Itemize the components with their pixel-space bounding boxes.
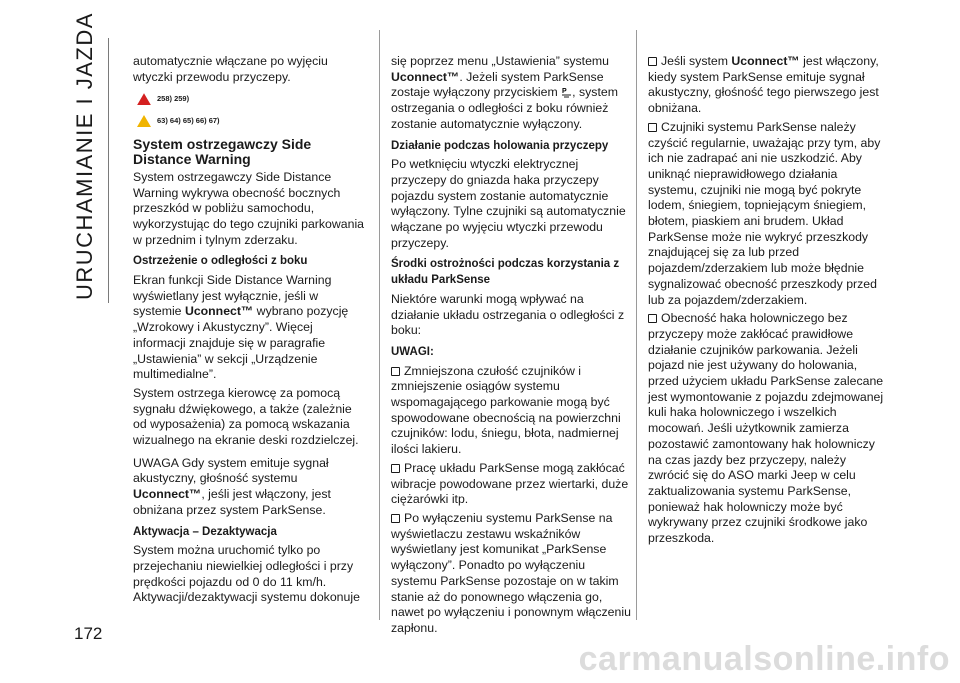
book-icon bbox=[391, 514, 400, 523]
book-icon bbox=[648, 57, 657, 66]
subsection-heading: Ostrzeżenie o odległości z boku bbox=[133, 255, 308, 268]
paragraph: UWAGA Gdy system emituje sygnał akustyczny, głośność systemu Uconnect™, jeśli jest włączony, jest obniżana przez system ParkSense. bbox=[133, 455, 331, 517]
subsection-heading: Aktywacja – Dezaktywacja bbox=[133, 525, 277, 538]
book-icon bbox=[648, 123, 657, 132]
paragraph: System można uruchomić tylko po przejechaniu niewielkiej odległości i przy prędkości pojazdu od 0 do 11 km/h. Aktywacji/dezaktywacji systemu dokonuje bbox=[133, 543, 360, 605]
svg-text:P: P bbox=[562, 88, 567, 96]
section-title-vertical: URUCHAMIANIE I JAZDA bbox=[72, 12, 97, 300]
subsection-heading: Działanie podczas holowania przyczepy bbox=[391, 139, 609, 152]
note-item: Obecność haka holowniczego bez przyczepy może zakłócać prawidłowe działanie czujników parkowania. Jeżeli pojazd nie jest używany do holowania, przed użyciem układu ParkSense zalecane jest wymontowanie z pojazdu zdejmowanej kuli haka holowniczego i wszelkich mocowań. Jeśli użytkownik zamierza pozostawić zamontowany hak holowniczy na czas jazdy bez przyczepy, należy zwrócić się do ASO marki Jeep w celu zaktualizowania systemu ParkSense, ponieważ hak holowniczy może być wykrywany przez czujniki środkowe jako przeszkoda. bbox=[648, 311, 884, 546]
paragraph: System ostrzegawczy Side Distance Warning wykrywa obecność bocznych przeszkód w pobliżu samochodu, wykorzystując do tego czujniki parkowania w przednim i tylnym zderzaku. bbox=[133, 169, 365, 247]
note-item: Czujniki systemu ParkSense należy czyścić regularnie, uważając przy tym, aby ich nie zadrapać ani nie uszkodzić. Aby uniknąć nieprawidłowego działania systemu, czujniki nie mogą być pokryte lodem, śniegiem, topniejącym śniegiem, błotem, piaskiem ani brudem. Układ ParkSense może nie wykryć przeszkody znajdującej się za lub przed pojazdem/zderzakiem lub może błędnie sygnalizować obecność przeszkody przed lub za pojazdem/zderzakiem. bbox=[648, 119, 881, 307]
watermark: carmanualsonline.info bbox=[578, 640, 950, 678]
paragraph: Niektóre warunki mogą wpływać na działanie układu ostrzegania o odległości z boku: bbox=[391, 291, 625, 338]
section-heading: System ostrzegawczy Side Distance Warning bbox=[133, 135, 312, 167]
paragraph: Ekran funkcji Side Distance Warning wyświetlany jest wyłącznie, jeśli w systemie Uconnect™ wybrano pozycję „Wzrokowy i Akustyczny”. Więcej informacji znajduje się w paragrafie „Ustawienia” w sekcji „Urządzenie multimedialne”. bbox=[133, 273, 349, 382]
parksense-button-icon bbox=[561, 86, 572, 98]
warning-refs bbox=[137, 91, 368, 107]
warning-ref-numbers[interactable]: 258) 259) bbox=[157, 94, 190, 104]
subsection-heading: Środki ostrożności podczas korzystania z układu ParkSense bbox=[391, 258, 620, 287]
column-2 bbox=[391, 54, 631, 640]
paragraph: automatycznie włączane po wyjęciu wtyczki przewodu przyczepy. bbox=[133, 54, 328, 84]
caution-triangle-icon bbox=[137, 115, 151, 127]
column-divider bbox=[379, 30, 380, 620]
column-3 bbox=[648, 54, 888, 550]
column-divider bbox=[636, 30, 637, 620]
paragraph: się poprzez menu „Ustawienia” systemu Uconnect™. Jeżeli system ParkSense zostaje wyłączony przyciskiem P , system ostrzegania o odległości z boku również zostanie automatycznie wyłączony. bbox=[391, 54, 618, 131]
book-icon bbox=[648, 314, 657, 323]
note-item: Pracę układu ParkSense mogą zakłócać wibracje powodowane przez wiertarki, duże ciężarówki itp. bbox=[391, 460, 629, 507]
note-item: Po wyłączeniu systemu ParkSense na wyświetlaczu zestawu wskaźników wyświetlany jest komunikat „ParkSense wyłączony”. Ponadto po wyłączeniu systemu ParkSense pozostaje on w takim stanie aż do ponownego włączenia go, nawet po wyłączeniu i ponownym włączeniu zapłonu. bbox=[391, 510, 631, 635]
warning-triangle-icon bbox=[137, 93, 151, 105]
caution-ref-numbers[interactable]: 63) 64) 65) 66) 67) bbox=[157, 116, 220, 126]
book-icon bbox=[391, 367, 400, 376]
book-icon bbox=[391, 464, 400, 473]
paragraph: System ostrzega kierowcę za pomocą sygnału dźwiękowego, a także (zależnie od wyposażenia) za pomocą wskazania wizualnego na ekranie deski rozdzielczej. bbox=[133, 385, 359, 448]
caution-refs bbox=[137, 113, 368, 129]
subsection-heading: UWAGI: bbox=[391, 345, 434, 358]
column-1 bbox=[133, 54, 368, 609]
section-divider bbox=[108, 38, 109, 303]
paragraph: Po wetknięciu wtyczki elektrycznej przyczepy do gniazda haka przyczepy pojazdu system zostanie automatycznie wyłączony. Tylne czujniki są automatycznie włączane po wyjęciu wtyczki przewodu przyczepy. bbox=[391, 157, 626, 250]
note-item: Zmniejszona czułość czujników i zmniejszenie osiągów systemu wspomagającego parkowanie mogą być spowodowane obecnością na powierzchni czujników: lodu, śniegu, błota, nadmiernej ilości lakieru. bbox=[391, 363, 621, 457]
note-item: Jeśli system Uconnect™ jest włączony, kiedy system ParkSense emituje sygnał akustyczny, głośność tego pierwszego jest obniżana. bbox=[648, 54, 879, 116]
page-number: 172 bbox=[74, 624, 103, 643]
